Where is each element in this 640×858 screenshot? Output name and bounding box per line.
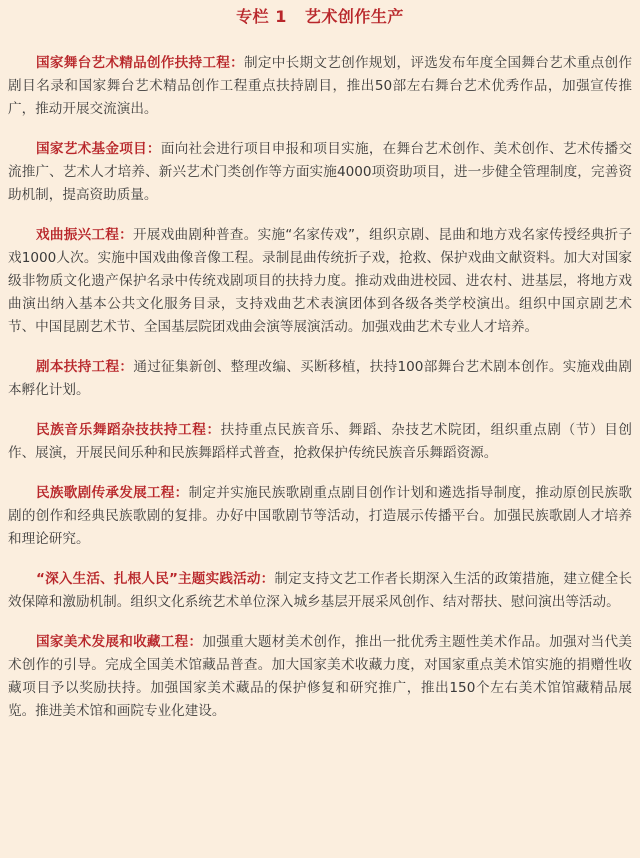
project-item-script-support bbox=[8, 356, 632, 402]
project-item-ethnic-opera bbox=[8, 482, 632, 551]
project-heading: 民族歌剧传承发展工程： bbox=[36, 485, 189, 501]
project-description: 加强重大题材美术创作，推出一批优秀主题性美术作品。加强对当代美术创作的引导。完成全国美术馆藏品普查。加大国家美术收藏力度，对国家重点美术馆实施的捐赠性收藏项目予以奖励扶持。加强国家美术藏品的保护修复和研究推广，推出150个左右美术馆馆藏精品展览。推进美术馆和画院专业化建设。 bbox=[8, 634, 633, 719]
project-description: 扶持重点民族音乐、舞蹈、杂技艺术院团，组织重点剧（节）目创作、展演，开展民间乐种和民族舞蹈样式普查，抢救保护传统民族音乐舞蹈资源。 bbox=[8, 422, 633, 461]
project-item-art-fund bbox=[8, 138, 632, 207]
project-heading: 戏曲振兴工程： bbox=[36, 227, 133, 243]
project-heading: 国家美术发展和收藏工程： bbox=[36, 634, 203, 650]
project-item-practice-activity bbox=[8, 568, 632, 614]
column-label: 专栏 1 bbox=[236, 7, 287, 26]
project-item-music-dance-acrobatics bbox=[8, 419, 632, 465]
project-item-fine-arts-collection bbox=[8, 631, 632, 723]
project-description: 开展戏曲剧种普查。实施“名家传戏”，组织京剧、昆曲和地方戏名家传授经典折子戏1000人次。实施中国戏曲像音像工程。录制昆曲传统折子戏，抢救、保护戏曲文献资料。加大对国家级非物质文化遗产保护名录中传统戏剧项目的扶持力度。推动戏曲进校园、进农村、进基层，将地方戏曲演出纳入基本公共文化服务目录，支持戏曲艺术表演团体到各级各类学校演出。组织中国京剧艺术节、中国昆剧艺术节、全国基层院团戏曲会演等展演活动。加强戏曲艺术专业人才培养。 bbox=[8, 227, 632, 335]
project-item-stage-art bbox=[8, 52, 632, 121]
project-item-opera-revival bbox=[8, 224, 632, 339]
project-heading: 国家艺术基金项目： bbox=[36, 141, 161, 157]
project-description: 通过征集新创、整理改编、买断移植，扶持100部舞台艺术剧本创作。实施戏曲剧本孵化计划。 bbox=[8, 359, 632, 398]
project-heading: 国家舞台艺术精品创作扶持工程： bbox=[36, 55, 245, 71]
project-heading: “深入生活、扎根人民”主题实践活动： bbox=[36, 571, 275, 587]
project-description: 面向社会进行项目申报和项目实施，在舞台艺术创作、美术创作、艺术传播交流推广、艺术人才培养、新兴艺术门类创作等方面实施4000项资助项目，进一步健全管理制度，完善资助机制，提高资助质量。 bbox=[8, 141, 633, 203]
project-description: 制定中长期文艺创作规划，评选发布年度全国舞台艺术重点创作剧目名录和国家舞台艺术精品创作工程重点扶持剧目，推出50部左右舞台艺术优秀作品，加强宣传推广，推动开展交流演出。 bbox=[8, 55, 633, 117]
project-description: 制定并实施民族歌剧重点剧目创作计划和遴选指导制度，推动原创民族歌剧的创作和经典民族歌剧的复排。办好中国歌剧节等活动，打造展示传播平台。加强民族歌剧人才培养和理论研究。 bbox=[8, 485, 633, 547]
project-heading: 剧本扶持工程： bbox=[36, 359, 134, 375]
project-description: 制定支持文艺工作者长期深入生活的政策措施，建立健全长效保障和激励机制。组织文化系统艺术单位深入城乡基层开展采风创作、结对帮扶、慰问演出等活动。 bbox=[8, 571, 633, 610]
column-title bbox=[8, 6, 632, 28]
project-heading: 民族音乐舞蹈杂技扶持工程： bbox=[36, 422, 221, 438]
column-title-text: 艺术创作生产 bbox=[304, 7, 404, 26]
